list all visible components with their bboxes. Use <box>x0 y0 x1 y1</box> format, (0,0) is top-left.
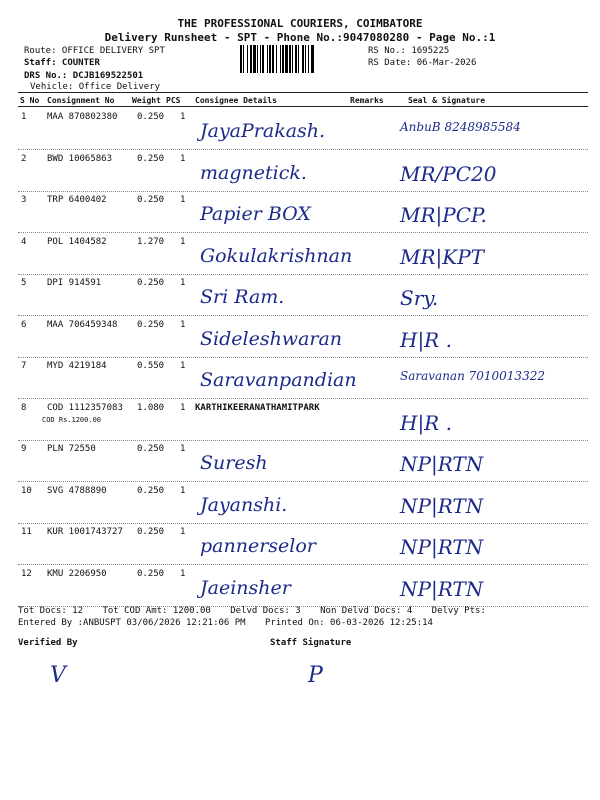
col-consignee: Consignee Details <box>195 96 277 105</box>
staff-field: Staff: COUNTER <box>24 58 100 68</box>
row-weight: 0.250 <box>137 568 165 579</box>
row-consignee-handwritten: Sri Ram. <box>200 286 285 308</box>
total-docs: Tot Docs: 12 <box>18 606 84 616</box>
row-sno: 12 <box>21 568 32 579</box>
row-pcs: 1 <box>180 236 186 247</box>
row-consignee-handwritten: magnetick. <box>200 161 307 184</box>
row-weight: 0.250 <box>137 195 165 205</box>
document-title: THE PROFESSIONAL COURIERS, COIMBATORE <box>177 17 423 30</box>
row-consignment-no: KMU 2206950 <box>47 568 107 579</box>
row-sno: 8 <box>21 402 27 413</box>
row-pcs: 1 <box>180 485 186 496</box>
row-sno: 6 <box>21 319 27 330</box>
row-seal-signature: H|R . <box>400 327 452 352</box>
row-pcs: 1 <box>180 402 186 413</box>
row-seal-signature: MR|PCP. <box>400 203 487 227</box>
row-pcs: 1 <box>180 361 186 371</box>
footer-totals <box>18 606 500 616</box>
table-row <box>0 150 600 192</box>
table-row <box>0 565 600 607</box>
row-sno: 3 <box>21 195 27 205</box>
verified-by-label: Verified By <box>18 638 78 648</box>
row-cod-amount: COD Rs.1200.00 <box>42 415 102 424</box>
row-sno: 5 <box>21 278 27 288</box>
row-consignment-no: MAA 706459348 <box>47 319 118 330</box>
row-consignee-handwritten: pannerselor <box>200 535 316 557</box>
delivery-points: Delvy Pts: <box>431 606 486 616</box>
row-pcs: 1 <box>180 153 186 164</box>
document-subtitle: Delivery Runsheet - SPT - Phone No.:9047080280 - Page No.:1 <box>104 31 496 44</box>
row-consignment-no: SVG 4788890 <box>47 485 107 496</box>
row-consignment-no: KUR 1001743727 <box>47 527 123 537</box>
row-pcs: 1 <box>180 319 186 330</box>
row-consignment-no: PLN 72550 <box>47 444 96 454</box>
table-row <box>0 523 600 565</box>
row-pcs: 1 <box>180 195 186 205</box>
rs-number-field: RS No.: 1695225 <box>368 46 450 56</box>
row-consignee-printed: KARTHIKEERANATHAMITPARK <box>195 402 320 413</box>
row-seal-signature: MR|KPT <box>400 244 485 269</box>
barcode-image <box>240 45 364 73</box>
row-sno: 1 <box>21 112 27 122</box>
table-row <box>0 482 600 524</box>
row-pcs: 1 <box>180 112 186 122</box>
col-consignment: Consignment No <box>47 96 115 105</box>
row-consignee-handwritten: Jayanshi. <box>200 493 288 516</box>
col-sno: S No <box>20 96 40 105</box>
row-weight: 0.250 <box>137 319 165 330</box>
table-row <box>0 274 600 316</box>
col-remarks: Remarks <box>350 96 384 105</box>
row-consignment-no: MAA 870802380 <box>47 112 118 122</box>
row-seal-signature: NP|RTN <box>400 452 484 476</box>
table-row <box>0 108 600 150</box>
drs-field: DRS No.: DCJB169522501 <box>24 71 144 81</box>
table-row <box>0 399 600 441</box>
row-weight: 0.550 <box>137 361 165 371</box>
row-consignment-no: DPI 914591 <box>47 278 102 288</box>
row-weight: 1.270 <box>137 236 165 247</box>
row-seal-signature: MR/PC20 <box>400 161 497 186</box>
row-weight: 0.250 <box>137 278 165 288</box>
table-header <box>0 93 600 107</box>
row-consignee-handwritten: Gokulakrishnan <box>200 244 353 267</box>
staff-signature-mark: P <box>308 663 323 688</box>
row-sno: 2 <box>21 153 27 164</box>
verified-by-signature: V <box>50 663 66 688</box>
row-consignee-handwritten: Papier BOX <box>200 203 311 225</box>
row-consignment-no: BWD 10065863 <box>47 153 113 164</box>
total-cod-amount: Tot COD Amt: 1200.00 <box>102 606 211 616</box>
row-weight: 0.250 <box>137 153 165 164</box>
row-seal-signature: Sry. <box>400 286 439 310</box>
row-consignee-handwritten: Jaeinsher <box>200 576 291 599</box>
row-seal-signature: Saravanan 7010013322 <box>400 369 545 383</box>
row-consignment-no: TRP 6400402 <box>47 195 107 205</box>
row-pcs: 1 <box>180 278 186 288</box>
entered-by: Entered By :ANBUSPT 03/06/2026 12:21:06 PM <box>18 618 246 628</box>
col-pcs: PCS <box>166 96 181 105</box>
barcode-bar <box>314 45 315 73</box>
row-sno: 4 <box>21 236 27 247</box>
footer-entry-info <box>18 618 447 628</box>
printed-on: Printed On: 06-03-2026 12:25:14 <box>265 618 433 628</box>
row-pcs: 1 <box>180 527 186 537</box>
row-weight: 0.250 <box>137 112 165 122</box>
row-weight: 0.250 <box>137 485 165 496</box>
row-weight: 1.080 <box>137 402 165 413</box>
vehicle-field: Vehicle: Office Delivery <box>30 82 161 92</box>
row-consignee-handwritten: Sideleshwaran <box>200 327 343 350</box>
non-delivered-docs: Non Delvd Docs: 4 <box>320 606 413 616</box>
route-field: Route: OFFICE DELIVERY SPT <box>24 46 165 56</box>
row-consignee-handwritten: Saravanpandian <box>200 369 357 391</box>
table-row <box>0 357 600 399</box>
row-sno: 9 <box>21 444 27 454</box>
table-row <box>0 191 600 233</box>
col-seal: Seal & Signature <box>408 96 486 105</box>
table-row <box>0 316 600 358</box>
delivered-docs: Delvd Docs: 3 <box>230 606 301 616</box>
row-seal-signature: H|R . <box>400 410 452 435</box>
row-consignee-handwritten: Suresh <box>200 452 268 474</box>
row-sno: 7 <box>21 361 27 371</box>
row-sno: 11 <box>21 527 32 537</box>
row-seal-signature: NP|RTN <box>400 493 484 518</box>
row-consignment-no: POL 1404582 <box>47 236 107 247</box>
row-consignment-no: MYD 4219184 <box>47 361 107 371</box>
row-weight: 0.250 <box>137 527 165 537</box>
row-pcs: 1 <box>180 444 186 454</box>
row-weight: 0.250 <box>137 444 165 454</box>
col-weight: Weight <box>132 96 161 105</box>
table-row <box>0 233 600 275</box>
row-consignee-handwritten: JayaPrakash. <box>200 120 326 142</box>
row-seal-signature: AnbuB 8248985584 <box>400 120 521 134</box>
row-seal-signature: NP|RTN <box>400 535 484 559</box>
staff-signature-label: Staff Signature <box>270 638 352 648</box>
table-row <box>0 440 600 482</box>
row-sno: 10 <box>21 485 32 496</box>
row-seal-signature: NP|RTN <box>400 576 484 601</box>
table-header-bottom-rule <box>18 106 588 107</box>
rs-date-field: RS Date: 06-Mar-2026 <box>368 58 477 68</box>
row-pcs: 1 <box>180 568 186 579</box>
row-consignment-no: COD 1112357083 <box>47 402 123 413</box>
